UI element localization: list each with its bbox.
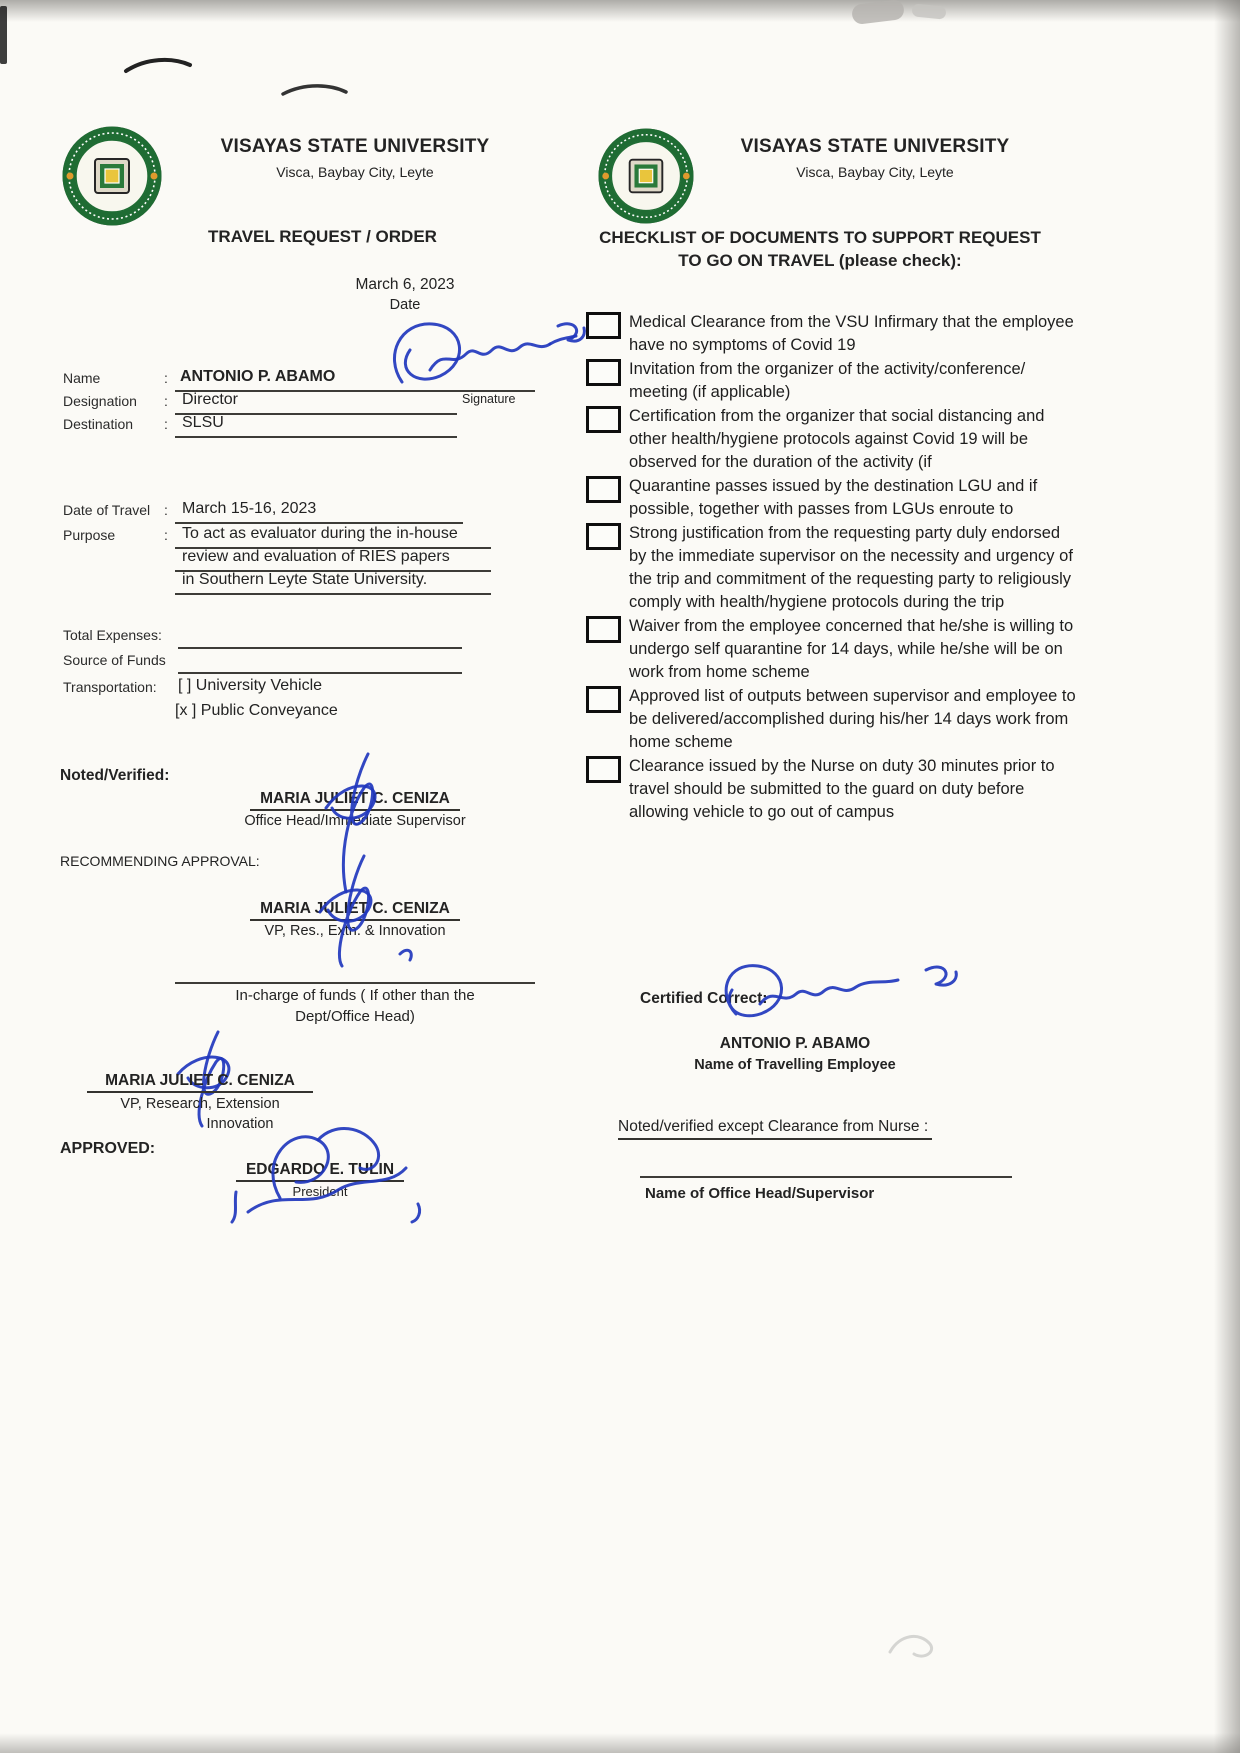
incharge-name: MARIA JULIET C. CENIZA — [87, 1072, 313, 1093]
noted-verified-label: Noted/Verified: — [60, 767, 170, 784]
colon: : — [164, 370, 168, 386]
colon: : — [164, 416, 168, 432]
scan-shadow-right — [1214, 0, 1240, 1753]
colon: : — [164, 502, 168, 518]
certified-name: ANTONIO P. ABAMO — [719, 1035, 871, 1052]
form-date-value: March 6, 2023 — [355, 276, 455, 293]
checklist-item — [586, 522, 1086, 614]
checklist-item — [586, 685, 1086, 754]
checklist-item-text: Quarantine passes issued by the destination LGU and if possible, together with passes from LGUs enroute to — [629, 477, 1038, 518]
checklist-item-text: Invitation from the organizer of the activity/conference/ meeting (if applicable) — [629, 360, 1026, 401]
transport-option-university-vehicle: [ ] University Vehicle — [178, 677, 323, 694]
checkbox-waiver[interactable] — [586, 616, 621, 643]
checkbox-approved-outputs[interactable] — [586, 686, 621, 713]
checklist-item-text: Medical Clearance from the VSU Infirmary that the employee have no symptoms of Covid 19 — [629, 313, 1074, 354]
left-header — [185, 136, 525, 180]
designation-label: Designation — [63, 393, 137, 409]
checkbox-medical-clearance[interactable] — [586, 312, 621, 339]
checklist-item — [586, 358, 1086, 404]
scan-shadow-top — [0, 0, 1240, 22]
checklist-item — [586, 405, 1086, 474]
checkbox-certification[interactable] — [586, 406, 621, 433]
transportation-label: Transportation: — [63, 679, 157, 695]
right-header — [705, 136, 1045, 180]
purpose-line-3: in Southern Leyte State University. — [182, 571, 428, 588]
certified-correct-label: Certified Correct: — [640, 990, 768, 1007]
signature-approved — [222, 1112, 432, 1227]
form-title: TRAVEL REQUEST / ORDER — [208, 227, 437, 246]
checklist-title-1: CHECKLIST OF DOCUMENTS TO SUPPORT REQUEST — [599, 228, 1041, 247]
name-value: ANTONIO P. ABAMO — [180, 368, 336, 385]
checklist-item — [586, 615, 1086, 684]
transport-option-public-conveyance: [x ] Public Conveyance — [175, 702, 338, 719]
checklist-item-text: Clearance issued by the Nurse on duty 30 minutes prior to travel should be submitted to the guard on duty before allowing vehicle to go out of campus — [629, 757, 1055, 821]
checkbox-strong-justification[interactable] — [586, 523, 621, 550]
pen-mark — [278, 80, 354, 100]
date-of-travel-value: March 15-16, 2023 — [182, 500, 317, 517]
checkbox-invitation[interactable] — [586, 359, 621, 386]
vsu-seal-icon — [598, 128, 694, 224]
designation-value: Director — [182, 391, 239, 408]
noted-title: Office Head/Immediate Supervisor — [244, 813, 466, 829]
date-of-travel-label: Date of Travel — [63, 502, 151, 518]
incharge-caption-1: In-charge of funds ( If other than the — [235, 987, 475, 1004]
noted-name: MARIA JULIET C. CENIZA — [250, 790, 460, 811]
vsu-seal-icon — [62, 126, 162, 226]
colon: : — [164, 527, 168, 543]
source-of-funds-field-line — [178, 648, 462, 674]
certified-title: Name of Travelling Employee — [694, 1057, 896, 1073]
checklist-item-text: Waiver from the employee concerned that he/she is willing to undergo self quarantine for 14 days, while he/she will be on work from home scheme — [629, 617, 1074, 681]
destination-value: SLSU — [182, 414, 224, 431]
incharge-caption-2: Dept/Office Head) — [295, 1008, 415, 1025]
university-name: VISAYAS STATE UNIVERSITY — [740, 136, 1010, 157]
form-date-label: Date — [389, 297, 421, 313]
noted-except-text: Noted/verified except Clearance from Nurse : — [618, 1118, 932, 1140]
recommending-name: MARIA JULIET C. CENIZA — [250, 900, 460, 921]
total-expenses-field-line — [178, 623, 462, 649]
approved-title: President — [292, 1184, 348, 1199]
university-name: VISAYAS STATE UNIVERSITY — [220, 136, 490, 157]
checklist — [586, 311, 1086, 824]
colon: : — [164, 393, 168, 409]
checklist-item-text: Strong justification from the requesting party duly endorsed by the immediate supervisor on the necessity and urgency of the trip and commitment of the requesting party to religiously comply with health/hygiene protocols during the trip — [629, 524, 1073, 611]
checklist-item — [586, 755, 1086, 824]
checklist-title-2: TO GO ON TRAVEL (please check): — [678, 251, 962, 270]
signature-recommending — [280, 842, 430, 972]
incharge-name-block — [55, 1072, 345, 1093]
noted-except-block — [618, 1118, 932, 1140]
checklist-item — [586, 311, 1086, 357]
approved-label: APPROVED: — [60, 1140, 156, 1157]
incharge-title-2: Innovation — [206, 1116, 274, 1132]
office-head-signature-line — [640, 1152, 1012, 1178]
destination-label: Destination — [63, 416, 134, 432]
name-label: Name — [63, 370, 101, 386]
total-expenses-label: Total Expenses: — [63, 627, 162, 643]
checklist-item-text: Approved list of outputs between supervisor and employee to be delivered/accomplished during his/her 14 days work from home scheme — [629, 687, 1076, 751]
signature-caption: Signature — [462, 392, 516, 406]
purpose-line-1: To act as evaluator during the in-house — [182, 525, 458, 542]
scan-edge-mark — [0, 6, 7, 64]
approved-name: EDGARDO E. TULIN — [236, 1161, 404, 1182]
recommending-approval-label: RECOMMENDING APPROVAL: — [60, 853, 260, 869]
purpose-label: Purpose — [63, 527, 116, 543]
source-of-funds-label: Source of Funds — [63, 652, 166, 668]
checkbox-quarantine-passes[interactable] — [586, 476, 621, 503]
incharge-title-1: VP, Research, Extension — [120, 1096, 280, 1112]
scan-shadow-bottom — [0, 1733, 1240, 1753]
checklist-item — [586, 475, 1086, 521]
university-address: Visca, Baybay City, Leyte — [276, 164, 434, 180]
checklist-item-text: Certification from the organizer that social distancing and other health/hygiene protocols against Covid 19 will be observed for the duration of the activity (if — [629, 407, 1045, 471]
purpose-line-2: review and evaluation of RIES papers — [182, 548, 450, 565]
office-head-caption: Name of Office Head/Supervisor — [645, 1185, 875, 1202]
incharge-signature-line — [175, 958, 535, 984]
staple-mark — [120, 55, 198, 77]
university-address: Visca, Baybay City, Leyte — [796, 164, 954, 180]
recommending-title: VP, Res., Extn. & Innovation — [264, 923, 446, 939]
scan-smudge — [880, 1622, 944, 1666]
checkbox-nurse-clearance[interactable] — [586, 756, 621, 783]
